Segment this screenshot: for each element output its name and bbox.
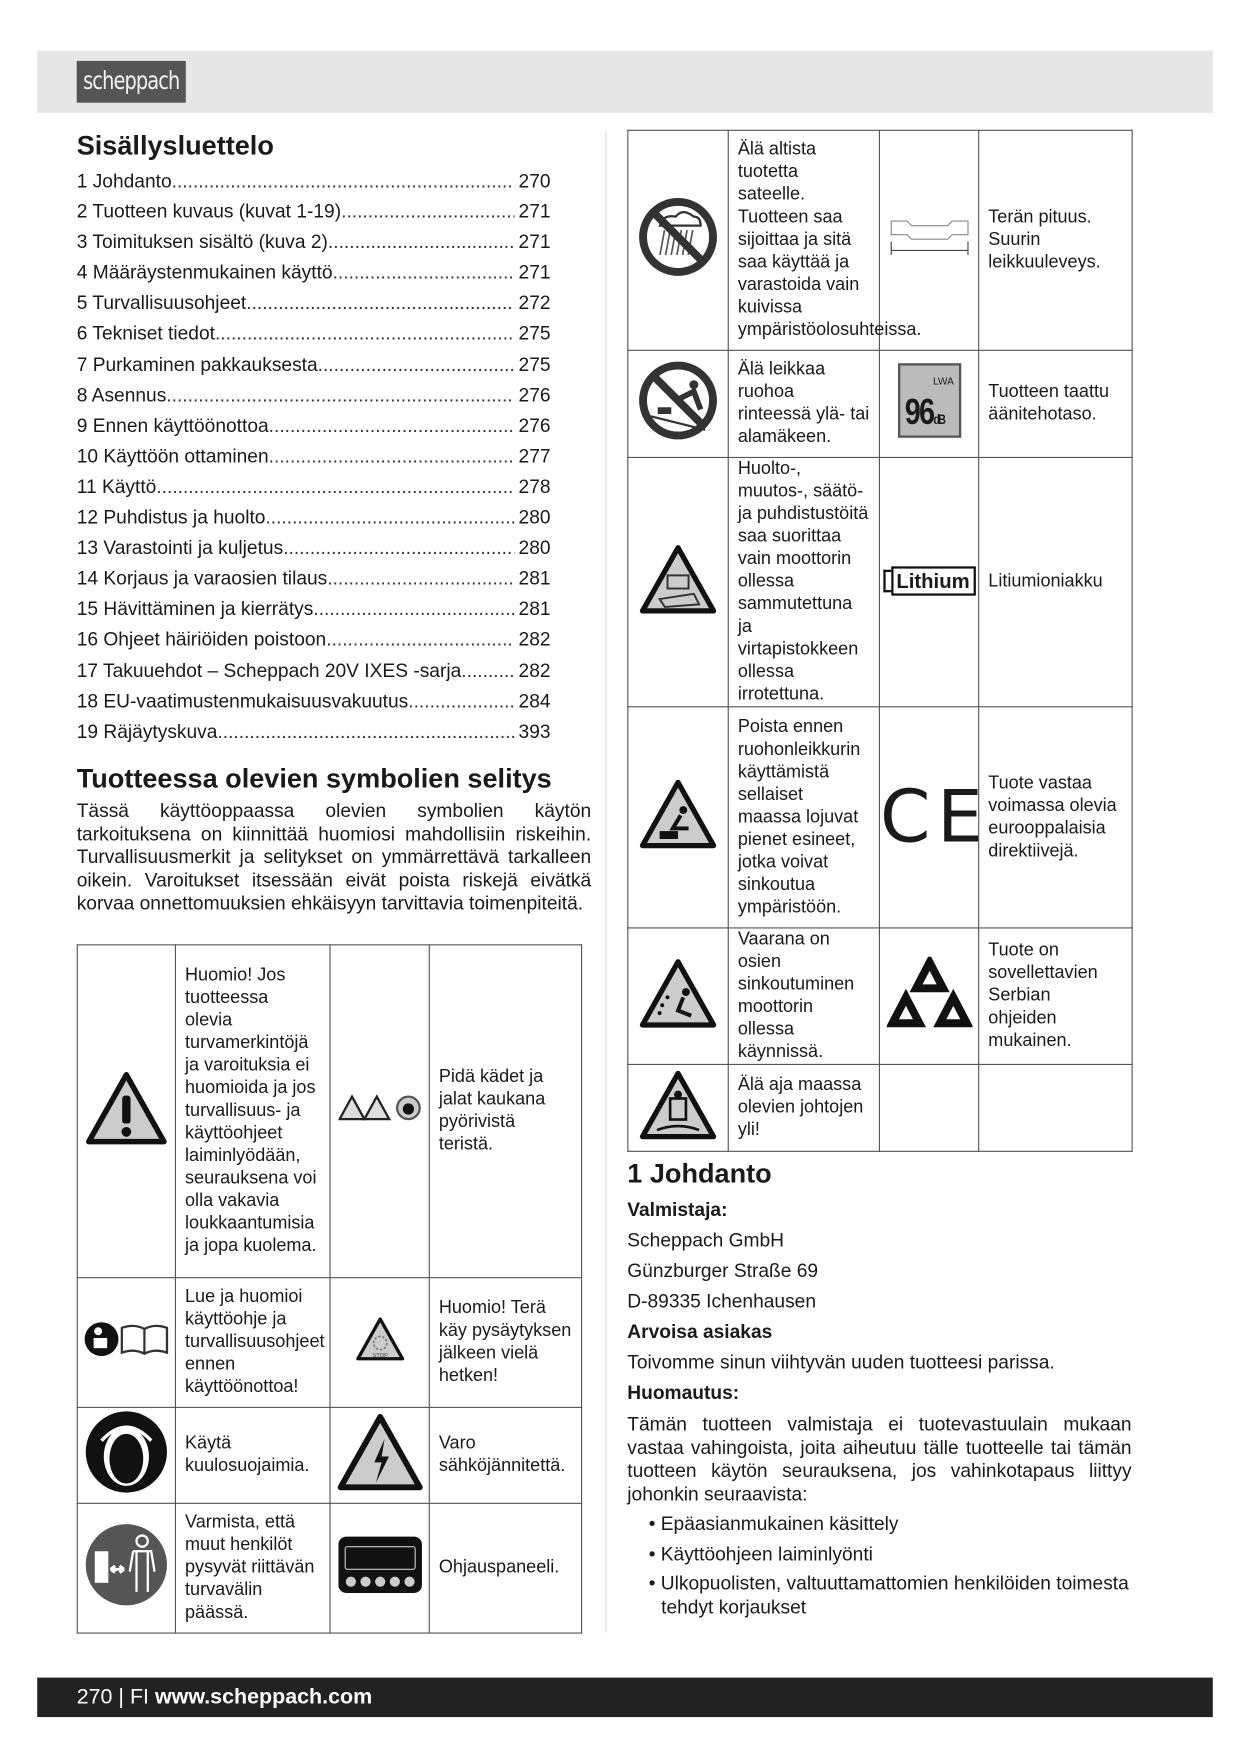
scheppach-logo: scheppach (77, 61, 186, 103)
table-row (77, 1407, 581, 1503)
toc-label: 12 Puhdistus ja huolto (76, 506, 266, 529)
rotating-blade-warning-icons (338, 1094, 421, 1121)
note-text: Tämän tuotteen valmistaja ei tuotevastuulain mukaan vastaa vahingoista, joita aiheutuu tälle tuotteelle tai tämän tuotteen käytön seurauksena, jos vahinkotapaus liittyy johonkin seuraavista: (627, 1413, 1132, 1505)
table-row (628, 350, 1132, 457)
symbol-cell (879, 1064, 978, 1151)
toc-item[interactable] (77, 261, 551, 292)
dot-leader (327, 567, 514, 598)
symbol-cell (77, 945, 175, 1278)
toc-page: 272 (518, 292, 551, 315)
intro-section (627, 1198, 1131, 1626)
toc-page: 280 (518, 537, 551, 559)
table-row (628, 928, 1132, 1065)
toc-label: 9 Ennen käyttöönottoa (76, 414, 269, 437)
toc-item[interactable] (77, 291, 551, 322)
symbol-cell (879, 457, 978, 706)
ear-protection-icon (83, 1409, 169, 1495)
toc-page: 271 (518, 200, 551, 223)
column-divider (605, 130, 607, 1633)
symbol-description: Huomio! Jos tuotteessa olevia turvamerkintöjä ja varoituksia ei huomioida ja jos turvallisuus- ja käyttöohjeet laiminlyödään, seurauksena voi olla vakavia loukkaantumisia ja jopa kuolema. (175, 945, 330, 1278)
symbol-description: Älä leikkaa ruohoa rinteessä ylä- tai alamäkeen. (728, 350, 879, 457)
company: Scheppach GmbH (627, 1229, 784, 1252)
toc-item[interactable] (77, 536, 551, 567)
dot-leader (172, 169, 514, 200)
keep-distance-icon (83, 1522, 169, 1608)
symbol-description: Lue ja huomioi käyttöohje ja turvallisuusohjeet ennen käyttöönottoa! (175, 1278, 330, 1408)
symbol-description: Ohjauspaneeli. (429, 1503, 581, 1633)
toc-page: 284 (518, 689, 551, 712)
maintenance-warning-icon (639, 543, 718, 614)
toc-page: 282 (518, 659, 551, 681)
symbol-cell (879, 350, 978, 457)
toc-label: 18 EU-vaatimustenmukaisuusvakuutus (76, 689, 409, 712)
lithium-battery-icon: Lithium (883, 566, 976, 595)
symbol-cell (628, 130, 728, 350)
svg-text:STOP: STOP (371, 1353, 388, 1360)
symbol-description: Terän pituus. Suurin leikkuuleveys. (979, 130, 1132, 350)
dot-leader (269, 414, 514, 445)
table-row (628, 707, 1132, 928)
toc-page: 275 (518, 353, 551, 376)
symbol-cell (330, 1278, 429, 1408)
toc-item[interactable] (77, 169, 551, 200)
table-of-contents (77, 169, 551, 750)
toc-page: 270 (518, 170, 551, 192)
toc-item[interactable] (77, 230, 551, 261)
toc-label: 2 Tuotteen kuvaus (kuvat 1-19) (76, 200, 342, 223)
symbol-description (979, 1064, 1132, 1151)
symbol-description: Älä aja maassa olevien johtojen yli! (728, 1064, 879, 1151)
symbols-table-left (77, 944, 582, 1633)
toc-page: 278 (518, 476, 551, 498)
toc-item[interactable] (77, 475, 551, 506)
dot-leader (333, 261, 514, 292)
table-row (77, 1278, 581, 1408)
symbol-description: Huomio! Terä käy pysäytyksen jälkeen vielä hetken! (429, 1278, 581, 1408)
dot-leader (217, 719, 514, 750)
toc-label: 15 Hävittäminen ja kierrätys (76, 598, 314, 620)
symbol-description: Litiumioniakku (979, 457, 1132, 706)
city: D-89335 Ichenhausen (627, 1290, 817, 1313)
toc-label: 3 Toimituksen sisältö (kuva 2) (76, 231, 328, 253)
symbol-cell (628, 707, 728, 928)
dot-leader (313, 597, 514, 628)
symbol-cell (879, 707, 990, 928)
dot-leader (461, 658, 514, 689)
dot-leader (156, 475, 514, 506)
toc-page: 281 (518, 567, 551, 590)
sound-power-icon: LWA 96dB (897, 363, 960, 437)
symbol-cell (628, 928, 728, 1065)
read-manual-icon (83, 1319, 169, 1360)
no-rain-icon (637, 196, 718, 277)
table-row (77, 945, 581, 1278)
symbol-cell (77, 1407, 175, 1503)
toc-page: 276 (518, 414, 551, 437)
dot-leader (341, 200, 514, 231)
dot-leader (283, 536, 514, 567)
symbol-cell (628, 350, 728, 457)
note-label: Huomautus: (627, 1382, 740, 1404)
toc-page: 277 (518, 445, 551, 467)
wish: Toivomme sinun viihtyvän uuden tuotteesi parissa. (627, 1351, 1055, 1373)
toc-item[interactable] (77, 597, 551, 628)
toc-page: 275 (518, 323, 551, 345)
toc-item[interactable] (77, 719, 551, 750)
toc-item[interactable] (77, 353, 551, 384)
symbol-cell (330, 945, 429, 1278)
symbol-description: Käytä kuulosuojaimia. (175, 1407, 330, 1503)
table-row (628, 1064, 1132, 1151)
symbol-cell (330, 1503, 429, 1633)
ce-mark-icon: CE (879, 775, 990, 860)
toc-page: 280 (518, 506, 551, 529)
list-item: • Epäasianmukainen käsittely (641, 1513, 1132, 1536)
symbol-cell (879, 928, 978, 1065)
symbols-title: Tuotteessa olevien symbolien selitys (76, 763, 552, 795)
toc-item[interactable] (77, 567, 551, 598)
list-item: • Ulkopuolisten, valtuuttamattomien henkilöiden toimesta tehdyt korjaukset (641, 1573, 1132, 1619)
website-link[interactable]: www.scheppach.com (154, 1685, 373, 1710)
symbols-intro: Tässä käyttöoppaassa olevien symbolien käytön tarkoituksena on kiinnittää huomiosi mahdollisiin riskeihin. Turvallisuusmerkit ja selitykset on ymmärrettävä tarkalleen oikein. Varoitukset itsessään eivät poista riskejä eivätkä korvaa onnettomuuksien ehkäisyyn tarvittavia toimenpiteitä. (76, 799, 592, 914)
symbol-description: Huolto-, muutos-, säätö- ja puhdistustöitä saa suorittaa vain moottorin ollessa sammutettuna ja virtapistokkeen ollessa irrotettuna. (728, 457, 879, 706)
dot-leader (328, 230, 514, 261)
symbol-cell (77, 1503, 175, 1633)
symbol-description: Poista ennen ruohonleikkurin käyttämistä sellaiset maassa lojuvat pienet esineet, jotka voivat sinkoutua ympäristöön. (728, 707, 879, 928)
dot-leader (318, 353, 514, 384)
toc-page: 276 (518, 384, 551, 406)
greeting: Arvoisa asiakas (627, 1321, 773, 1343)
toc-item[interactable] (77, 322, 551, 353)
symbol-description: Varmista, että muut henkilöt pysyvät riittävän turvavälin päässä. (175, 1503, 330, 1633)
toc-label: 10 Käyttöön ottaminen (76, 445, 269, 467)
symbol-cell (628, 1064, 728, 1151)
symbol-description: Tuotteen taattu äänitehotaso. (979, 350, 1132, 457)
toc-label: 11 Käyttö (76, 476, 157, 498)
electric-shock-warning-icon (336, 1412, 424, 1491)
symbol-cell (879, 130, 978, 350)
toc-label: 16 Ohjeet häiriöiden poistoon (76, 628, 327, 651)
toc-label: 14 Korjaus ja varaosien tilaus (76, 567, 328, 590)
table-row (77, 1503, 581, 1633)
toc-page: 282 (518, 628, 551, 651)
page-header (37, 51, 1213, 113)
dot-leader (246, 291, 514, 322)
symbol-description: Varo sähköjännitettä. (429, 1407, 581, 1503)
toc-label: 6 Tekniset tiedot (76, 323, 215, 345)
toc-label: 5 Turvallisuusohjeet (76, 292, 247, 315)
symbol-cell (330, 1407, 429, 1503)
cable-warning-icon (639, 1069, 718, 1140)
page-number: 270 | FI (76, 1685, 150, 1710)
bullet-list (627, 1513, 1131, 1619)
symbol-cell (628, 457, 728, 706)
toc-label: 1 Johdanto (76, 170, 172, 192)
page-footer (37, 1678, 1213, 1717)
no-slope-mowing-icon (637, 360, 718, 441)
symbol-description: Tuote vastaa voimassa olevia eurooppalaisia direktiivejä. (979, 707, 1132, 928)
intro-title: 1 Johdanto (627, 1158, 772, 1190)
toc-item[interactable] (77, 505, 551, 536)
control-panel-icon (337, 1535, 423, 1594)
toc-item[interactable] (77, 444, 551, 475)
dot-leader (215, 322, 514, 353)
toc-label: 13 Varastointi ja kuljetus (76, 537, 284, 559)
toc-title: Sisällysluettelo (76, 130, 274, 162)
street: Günzburger Straße 69 (627, 1260, 819, 1282)
warning-triangle-icon (85, 1070, 168, 1145)
toc-label: 19 Räjäytyskuva (76, 720, 218, 742)
dot-leader (166, 383, 514, 414)
toc-label: 7 Purkaminen pakkauksesta (76, 353, 318, 376)
toc-item[interactable] (77, 689, 551, 720)
symbol-description: Pidä kädet ja jalat kaukana pyörivistä teristä. (429, 945, 581, 1278)
symbol-description: Tuote on sovellettavien Serbian ohjeiden mukainen. (979, 928, 1132, 1065)
blade-length-icon (888, 214, 969, 259)
toc-item[interactable] (77, 200, 551, 231)
table-row (628, 130, 1132, 350)
symbol-description: Vaarana on osien sinkoutuminen moottorin ollessa käynnissä. (728, 928, 879, 1065)
dot-leader (326, 628, 514, 659)
symbol-description: Älä altista tuotetta sateelle. Tuotteen saa sijoittaa ja sitä saa käyttää ja varastoida vain kuivissa ympäristöolosuhteissa. (728, 130, 879, 350)
toc-item[interactable] (77, 658, 551, 689)
list-item: • Käyttöohjeen laiminlyönti (641, 1543, 1132, 1566)
toc-item[interactable] (77, 628, 551, 659)
remove-objects-warning-icon (639, 778, 718, 849)
toc-page: 271 (518, 231, 551, 253)
blade-stop-warning-icon (355, 1317, 405, 1362)
symbol-cell (77, 1278, 175, 1408)
toc-item[interactable] (77, 414, 551, 445)
toc-item[interactable] (77, 383, 551, 414)
dot-leader (408, 689, 514, 720)
toc-page: 271 (518, 262, 551, 284)
toc-page: 281 (518, 598, 551, 620)
table-row (628, 457, 1132, 706)
toc-label: 4 Määräystenmukainen käyttö (76, 262, 333, 284)
dot-leader (265, 505, 514, 536)
dot-leader (269, 444, 514, 475)
toc-label: 17 Takuuehdot – Scheppach 20V IXES -sarja (76, 659, 462, 681)
toc-page: 393 (518, 720, 551, 742)
manufacturer-label: Valmistaja: (627, 1199, 728, 1221)
flying-parts-warning-icon (639, 957, 718, 1028)
symbols-table-right (627, 130, 1132, 1152)
toc-label: 8 Asennus (76, 384, 167, 406)
serbian-conformity-icon (886, 957, 972, 1029)
